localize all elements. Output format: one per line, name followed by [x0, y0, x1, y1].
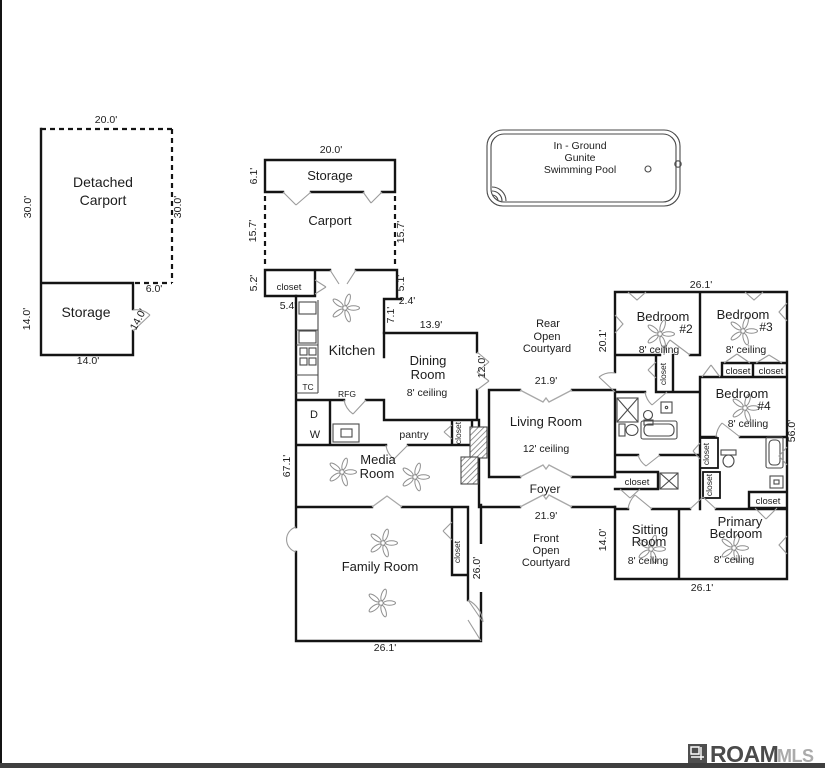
room-label-primary-2: Bedroom [709, 526, 763, 541]
room-label-living: Living Room [509, 414, 583, 429]
label-washer: W [309, 429, 321, 441]
toilet-icon [619, 424, 638, 436]
label-dryer: D [310, 409, 318, 421]
fireplace-icon [461, 427, 487, 484]
dim-dining-door: 12.0' [476, 355, 488, 379]
room-label-carport: Carport [308, 213, 352, 228]
pool-light-icon [645, 166, 651, 172]
room-label-bedroom3-1: Bedroom [716, 307, 770, 322]
dim-wing-top: 26.1' [689, 279, 713, 291]
pool-steps-icon [492, 187, 506, 201]
dim-closet-bottom: 5.4' [279, 300, 297, 312]
label-rfg: RFG [338, 389, 356, 399]
dim-detached-top: 20.0' [94, 114, 118, 126]
room-label-dining-2: Room [410, 367, 446, 382]
dim-storage-bottom: 14.0' [76, 355, 100, 367]
ceiling-label-bedroom2: 8' ceiling [638, 344, 680, 356]
room-label-sitting-1: Sitting [631, 522, 669, 537]
ceiling-label-bedroom3: 8' ceiling [725, 344, 767, 356]
bathtub-icon [641, 421, 677, 439]
utility-box-icon [660, 473, 678, 489]
room-label-bedroom2-2: #2 [679, 322, 693, 336]
dim-carport-top: 20.0' [319, 144, 343, 156]
courtyard-label-front-1: Front [533, 533, 559, 545]
roam-grid-icon [688, 744, 707, 763]
pool-label-2: Gunite [564, 152, 596, 164]
dim-wing-east: 56.0' [786, 419, 798, 443]
room-label-dining-1: Dining [409, 353, 447, 368]
ceiling-label-dining: 8' ceiling [406, 387, 448, 399]
ceiling-label-living: 12' ceiling [522, 443, 570, 455]
dim-jog-vertical: 7.1' [385, 306, 397, 324]
dim-sitting-west: 14.0' [597, 528, 609, 552]
dim-family-side: 26.0' [471, 556, 483, 580]
room-label-storage: Storage [307, 168, 353, 183]
left-edge-line [0, 0, 2, 768]
logo-name: ROAM [710, 741, 779, 767]
courtyard-label-rear-1: Rear [536, 318, 560, 330]
dim-storage-door: 14.0' [127, 306, 149, 333]
ceiling-label-sitting: 8' ceiling [627, 555, 669, 567]
closet-label-pantry: closet [453, 421, 463, 445]
courtyard-label-front-3: Courtyard [521, 557, 571, 569]
dim-closet-side: 5.2' [248, 274, 260, 292]
washer-dryer-icon [333, 424, 359, 442]
dim-jog-horizontal: 2.4' [398, 295, 416, 307]
dim-entry-side: 5.1' [395, 274, 407, 292]
dim-family-bottom: 26.1' [373, 642, 397, 654]
room-label-bedroom3-2: #3 [759, 320, 773, 334]
sink-icon [644, 411, 654, 426]
closet-label-family: closet [452, 540, 462, 564]
room-label-detached-carport-1: Detached [73, 174, 133, 190]
room-label-bedroom2-1: Bedroom [636, 309, 690, 324]
room-label-kitchen: Kitchen [328, 342, 376, 358]
ceiling-fan-icon [402, 463, 430, 492]
closet-label-hall: closet [624, 477, 650, 488]
toilet-icon [721, 450, 736, 467]
room-label-sitting-2: Room [631, 534, 667, 549]
ceiling-fan-icon [370, 529, 398, 558]
dim-rear-courtyard: 20.1' [597, 329, 609, 353]
carport-building [247, 144, 415, 333]
room-label-family: Family Room [341, 559, 419, 574]
ceiling-label-bedroom4: 8' ceiling [727, 418, 769, 430]
room-label-detached-storage: Storage [61, 304, 111, 320]
dim-storage-side: 6.1' [248, 167, 260, 185]
dim-detached-right: 30.0' [172, 195, 184, 219]
closet-label-bedroom3-right: closet [758, 366, 784, 377]
room-label-foyer: Foyer [529, 482, 561, 496]
room-label-primary-1: Primary [717, 514, 763, 529]
room-label-bedroom4-1: Bedroom [715, 386, 769, 401]
ceiling-fan-icon [329, 458, 357, 487]
mirror-cabinet-icon [661, 402, 672, 413]
courtyard-label-rear-3: Courtyard [522, 343, 572, 355]
dim-house-west: 67.1' [281, 454, 293, 478]
ceiling-fan-icon [368, 589, 396, 618]
room-label-pantry: pantry [399, 429, 429, 441]
pool-label-3: Swimming Pool [543, 164, 617, 176]
footer-bar [0, 763, 825, 768]
main-house [281, 294, 615, 654]
dim-wing-bottom: 26.1' [690, 582, 714, 594]
closet-label-hall-upper: closet [701, 442, 711, 466]
dim-detached-left: 30.0' [22, 195, 34, 219]
closet-label-entry: closet [276, 282, 302, 293]
courtyard-label-rear-2: Open [533, 331, 561, 343]
dim-carport-left: 15.7' [247, 219, 259, 243]
kitchen-counters-icon [296, 300, 318, 393]
dim-dining-top: 13.9' [419, 319, 443, 331]
pool-label-1: In - Ground [553, 140, 607, 152]
room-label-media-2: Room [359, 466, 395, 481]
swimming-pool [487, 130, 681, 206]
bedroom-wing [597, 279, 798, 594]
dim-carport-right: 15.7' [395, 220, 407, 244]
closet-label-bedroom3-left: closet [725, 366, 751, 377]
ceiling-label-primary: 8' ceiling [713, 554, 755, 566]
courtyard-label-front-2: Open [532, 545, 560, 557]
room-label-media-1: Media [360, 452, 396, 467]
logo-suffix: MLS [777, 746, 814, 766]
closet-label-bedroom2: closet [658, 362, 668, 386]
dim-storage-offset: 6.0' [145, 283, 163, 295]
closet-label-primary: closet [755, 496, 781, 507]
room-label-detached-carport-2: Carport [79, 192, 127, 208]
label-tc: TC [302, 382, 314, 392]
ceiling-fan-icon [332, 294, 360, 323]
linen-cabinet-icon [770, 476, 783, 488]
closet-label-hall-lower: closet [704, 473, 714, 497]
dim-front-opening: 21.9' [534, 510, 558, 522]
dim-storage-left: 14.0' [21, 307, 33, 331]
dim-rear-opening: 21.9' [534, 375, 558, 387]
room-label-bedroom4-2: #4 [757, 399, 771, 413]
detached-carport [21, 114, 184, 367]
shower-icon [617, 398, 638, 422]
bathtub-icon [766, 437, 783, 468]
